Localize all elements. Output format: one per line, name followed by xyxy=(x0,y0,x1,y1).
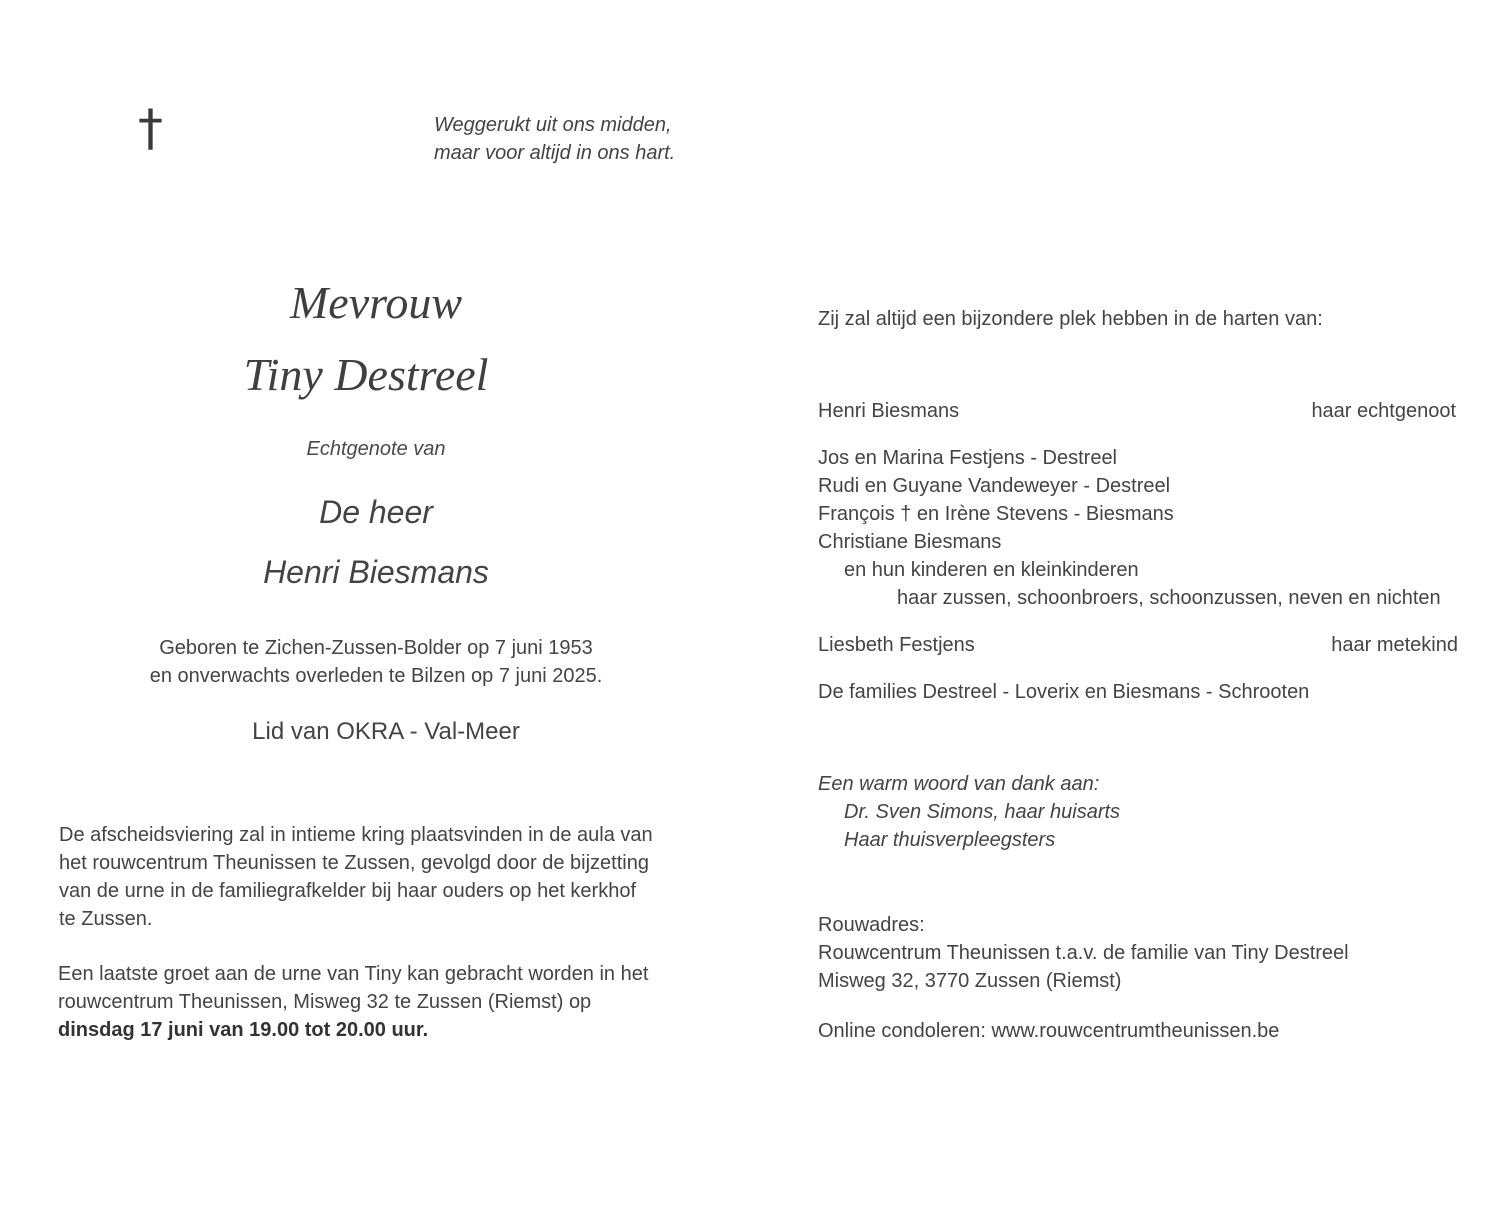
spouse-name: Henri Biesmans xyxy=(818,400,960,422)
address-line-2: Misweg 32, 3770 Zussen (Riemst) xyxy=(818,970,1122,992)
deceased-title: Mevrouw xyxy=(289,277,463,328)
cross-icon: † xyxy=(138,99,163,157)
thanks-intro: Een warm woord van dank aan: xyxy=(818,773,1100,795)
membership: Lid van OKRA - Val-Meer xyxy=(252,718,520,745)
sibling-item: François † en Irène Stevens - Biesmans xyxy=(818,503,1174,525)
ceremony-line: van de urne in de familiegrafkelder bij haar ouders op het kerkhof xyxy=(59,880,637,902)
visit-line: rouwcentrum Theunissen, Misweg 32 te Zussen (Riemst) op xyxy=(58,991,592,1013)
online-condolence-link[interactable]: Online condoleren: www.rouwcentrumtheunissen.be xyxy=(818,1020,1280,1042)
family-intro: Zij zal altijd een bijzondere plek hebben in de harten van: xyxy=(818,308,1323,330)
visit-paragraph xyxy=(58,960,698,1044)
ceremony-line: De afscheidsviering zal in intieme kring plaatsvinden in de aula van xyxy=(59,824,653,846)
quote xyxy=(434,111,675,167)
sibling-item: Christiane Biesmans xyxy=(818,531,1002,553)
address-line-1: Rouwcentrum Theunissen t.a.v. de familie van Tiny Destreel xyxy=(818,942,1349,964)
families-line: De families Destreel - Loverix en Biesmans - Schrooten xyxy=(818,681,1310,703)
relation-label: Echtgenote van xyxy=(306,438,446,460)
sibling-item: Jos en Marina Festjens - Destreel xyxy=(818,447,1118,469)
godchild-relation: haar metekind xyxy=(1331,634,1458,656)
siblings-relation: haar zussen, schoonbroers, schoonzussen, neven en nichten xyxy=(897,587,1441,609)
visit-line: Een laatste groet aan de urne van Tiny kan gebracht worden in het xyxy=(58,963,649,985)
thanks-item: Haar thuisverpleegsters xyxy=(844,829,1056,851)
partner-name: Henri Biesmans xyxy=(263,554,489,590)
ceremony-line: het rouwcentrum Theunissen te Zussen, gevolgd door de bijzetting xyxy=(59,852,649,874)
born-line: Geboren te Zichen-Zussen-Bolder op 7 juni 1953 xyxy=(159,637,593,659)
life-dates xyxy=(60,634,692,690)
sibling-item: Rudi en Guyane Vandeweyer - Destreel xyxy=(818,475,1171,497)
address-label: Rouwadres: xyxy=(818,914,925,936)
spouse-relation: haar echtgenoot xyxy=(1311,400,1456,422)
quote-line-1: Weggerukt uit ons midden, xyxy=(434,114,672,136)
thanks-block xyxy=(818,770,1120,854)
died-line: en onverwachts overleden te Bilzen op 7 juni 2025. xyxy=(149,665,603,687)
godchild-name: Liesbeth Festjens xyxy=(818,634,975,656)
partner-title: De heer xyxy=(319,494,433,530)
address-block xyxy=(818,911,1349,995)
ceremony-line: te Zussen. xyxy=(59,908,153,930)
siblings-list xyxy=(818,444,1441,612)
thanks-item: Dr. Sven Simons, haar huisarts xyxy=(844,801,1121,823)
visit-time: dinsdag 17 juni van 19.00 tot 20.00 uur. xyxy=(58,1019,429,1041)
deceased-name: Tiny Destreel xyxy=(243,349,489,400)
quote-line-2: maar voor altijd in ons hart. xyxy=(434,142,676,164)
children-line: en hun kinderen en kleinkinderen xyxy=(844,559,1139,581)
ceremony-paragraph xyxy=(59,821,699,933)
